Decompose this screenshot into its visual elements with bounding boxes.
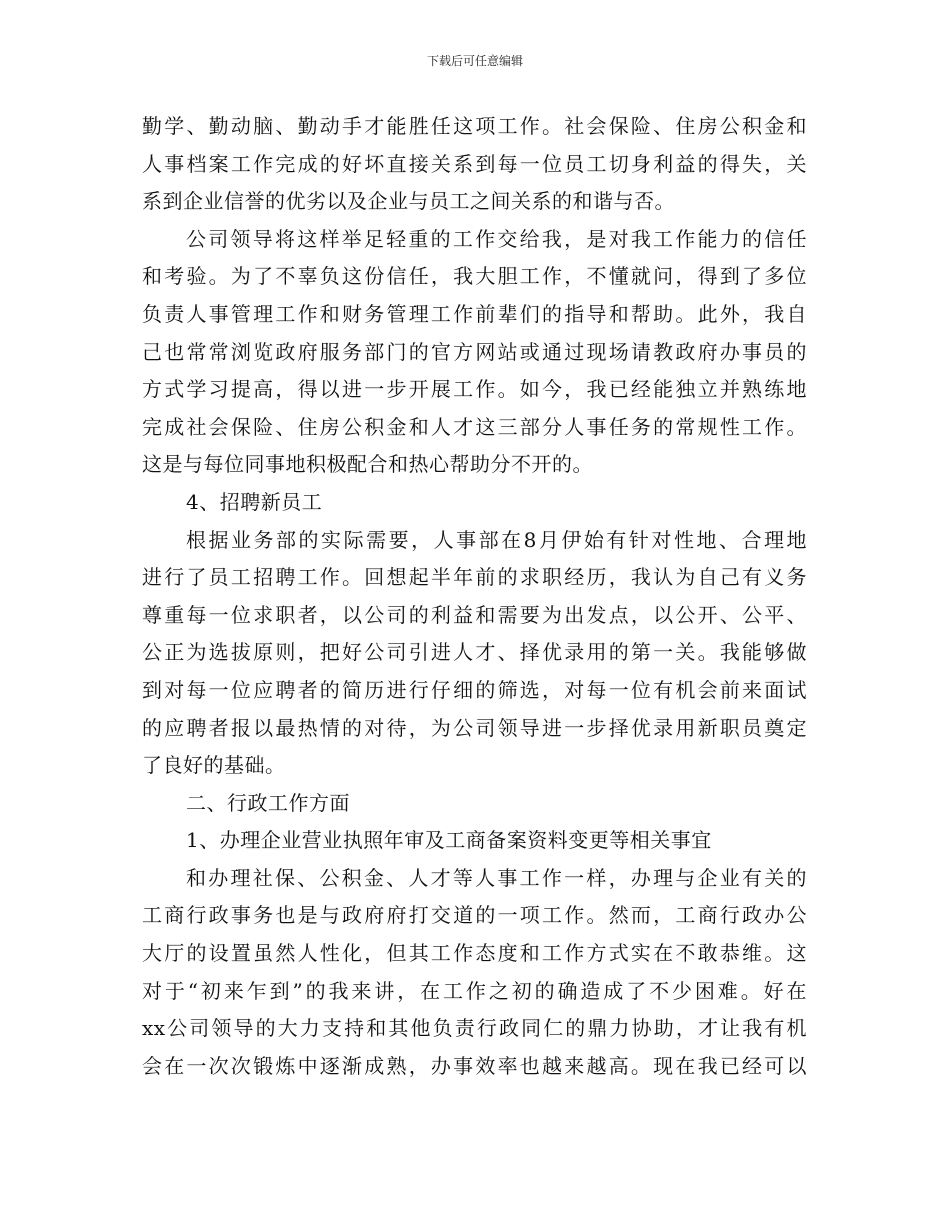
text-line: 和办理社保、公积金、人才等人事工作一样，办理与企业有关的 — [186, 865, 807, 890]
text-line: 到对每一位应聘者的简历进行仔细的筛选，对每一位有机会前来面试 — [142, 677, 807, 702]
text-line: 勤学、勤动脑、勤动手才能胜任这项工作。社会保险、住房公积金和 — [142, 114, 807, 138]
text-line: 系到企业信誉的优劣以及企业与员工之间关系的和谐与否。 — [142, 189, 675, 214]
text-line: 会在一次次锻炼中逐渐成熟，办事效率也越来越高。现在我已经可以 — [142, 1053, 807, 1078]
section-heading: 1、办理企业营业执照年审及工商备案资料变更等相关事宜 — [186, 828, 712, 853]
text-line: 方式学习提高，得以进一步开展工作。如今，我已经能独立并熟练地 — [142, 377, 807, 402]
text-line: 负责人事管理工作和财务管理工作前辈们的指导和帮助。此外，我自 — [142, 301, 807, 326]
section-heading: 二、行政工作方面 — [186, 790, 350, 815]
text-line: 尊重每一位求职者，以公司的利益和需要为出发点，以公开、公平、 — [142, 602, 807, 627]
text-line: 己也常常浏览政府服务部门的官方网站或通过现场请教政府办事员的 — [142, 339, 807, 364]
text-line: 大厅的设置虽然人性化，但其工作态度和工作方式实在不敢恭维。这 — [142, 941, 807, 966]
text-line: 进行了员工招聘工作。回想起半年前的求职经历，我认为自己有义务 — [142, 565, 807, 590]
text-line: 和考验。为了不辜负这份信任，我大胆工作，不懂就问，得到了多位 — [142, 264, 807, 289]
text-line: 根据业务部的实际需要，人事部在8月伊始有针对性地、合理地 — [186, 527, 807, 552]
text-line: 对于“初来乍到”的我来讲，在工作之初的确造成了不少困难。好在 — [142, 978, 807, 1003]
section-heading: 4、招聘新员工 — [186, 489, 323, 514]
text-line: 工商行政事务也是与政府府打交道的一项工作。然而，工商行政办公 — [142, 903, 807, 928]
page-header: 下载后可任意编辑 — [426, 54, 523, 68]
text-line: 这是与每位同事地积极配合和热心帮助分不开的。 — [142, 452, 593, 477]
document-body — [142, 108, 807, 1085]
text-line: 完成社会保险、住房公积金和人才这三部分人事任务的常规性工作。 — [142, 414, 807, 439]
text-line: xx公司领导的大力支持和其他负责行政同仁的鼎力协助，才让我有机 — [142, 1016, 807, 1041]
text-line: 公正为选拔原则，把好公司引进人才、择优录用的第一关。我能够做 — [142, 640, 807, 665]
text-line: 的应聘者报以最热情的对待，为公司领导进一步择优录用新职员奠定 — [142, 715, 807, 740]
text-line: 人事档案工作完成的好坏直接关系到每一位员工切身利益的得失，关 — [142, 151, 807, 176]
text-line: 公司领导将这样举足轻重的工作交给我，是对我工作能力的信任 — [186, 226, 807, 251]
text-line: 了良好的基础。 — [142, 753, 286, 778]
